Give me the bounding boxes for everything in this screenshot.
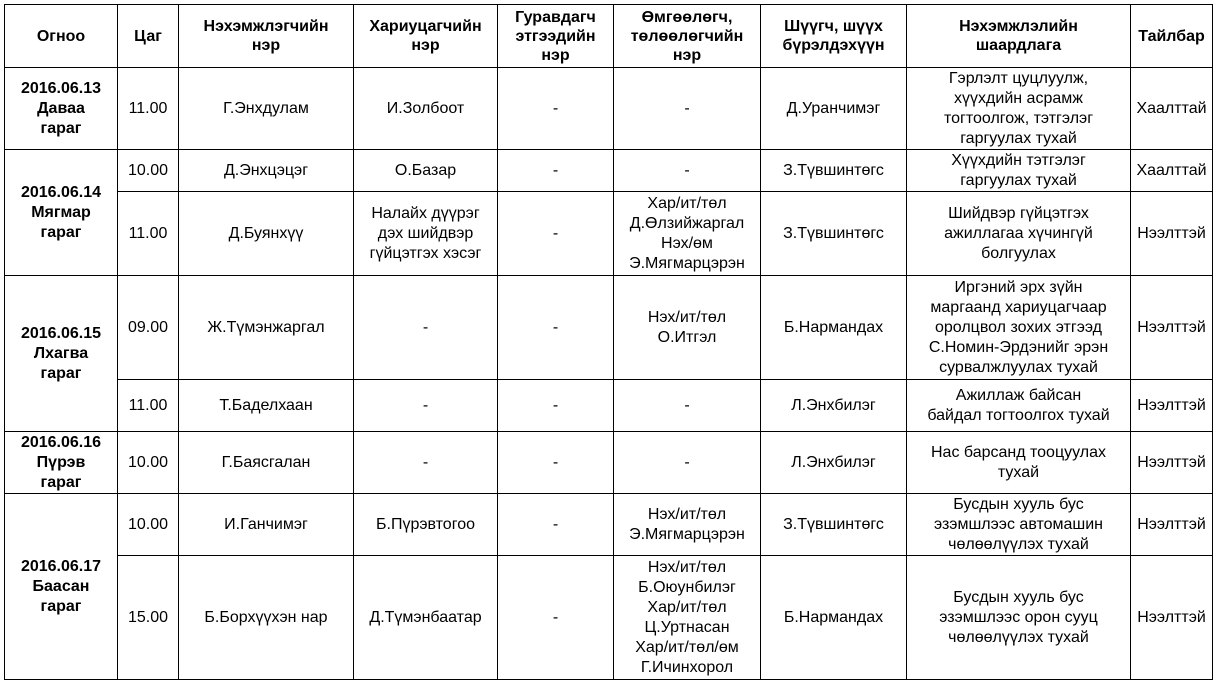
- plaintiff-cell: И.Ганчимэг: [179, 494, 354, 556]
- judge-cell: Б.Нармандах: [761, 276, 907, 380]
- header-judge: Шүүгч, шүүх бүрэлдэхүүн: [761, 5, 907, 68]
- plaintiff-cell: Б.Борхүүхэн нар: [179, 556, 354, 680]
- time-cell: 10.00: [118, 432, 179, 494]
- header-note: Тайлбар: [1131, 5, 1213, 68]
- judge-cell: Б.Нармандах: [761, 556, 907, 680]
- date-cell: 2016.06.16 Пүрэв гараг: [5, 432, 118, 494]
- defendant-cell: Налайх дүүрэг дэх шийдвэр гүйцэтгэх хэсэг: [354, 192, 498, 276]
- claim-cell: Бусдын хууль бус эзэмшлээс орон сууц чөлөөлүүлэх тухай: [907, 556, 1131, 680]
- defendant-cell: -: [354, 380, 498, 432]
- plaintiff-cell: Д.Буянхүү: [179, 192, 354, 276]
- defendant-cell: И.Золбоот: [354, 68, 498, 150]
- judge-cell: Л.Энхбилэг: [761, 432, 907, 494]
- claim-cell: Нас барсанд тооцуулах тухай: [907, 432, 1131, 494]
- third-party-cell: -: [498, 432, 614, 494]
- plaintiff-cell: Д.Энхцэцэг: [179, 150, 354, 192]
- third-party-cell: -: [498, 494, 614, 556]
- advocate-cell: -: [614, 150, 761, 192]
- note-cell: Нээлттэй: [1131, 380, 1213, 432]
- header-defendant: Хариуцагчийн нэр: [354, 5, 498, 68]
- note-cell: Нээлттэй: [1131, 192, 1213, 276]
- note-cell: Хаалттай: [1131, 150, 1213, 192]
- header-advocate: Өмгөөлөгч, төлөөлөгчийн нэр: [614, 5, 761, 68]
- plaintiff-cell: Т.Баделхаан: [179, 380, 354, 432]
- note-cell: Хаалттай: [1131, 68, 1213, 150]
- time-cell: 10.00: [118, 150, 179, 192]
- note-cell: Нээлттэй: [1131, 276, 1213, 380]
- judge-cell: З.Түвшинтөгс: [761, 494, 907, 556]
- time-cell: 09.00: [118, 276, 179, 380]
- table-row: [5, 380, 1213, 432]
- plaintiff-cell: Г.Энхдулам: [179, 68, 354, 150]
- time-cell: 11.00: [118, 68, 179, 150]
- claim-cell: Шийдвэр гүйцэтгэх ажиллагаа хүчингүй болгуулах: [907, 192, 1131, 276]
- note-cell: Нээлттэй: [1131, 494, 1213, 556]
- header-row: [5, 5, 1213, 68]
- defendant-cell: Б.Пүрэвтогоо: [354, 494, 498, 556]
- header-time: Цаг: [118, 5, 179, 68]
- note-cell: Нээлттэй: [1131, 432, 1213, 494]
- defendant-cell: -: [354, 276, 498, 380]
- header-plaintiff: Нэхэмжлэгчийн нэр: [179, 5, 354, 68]
- time-cell: 11.00: [118, 192, 179, 276]
- third-party-cell: -: [498, 150, 614, 192]
- time-cell: 10.00: [118, 494, 179, 556]
- table-row: [5, 192, 1213, 276]
- third-party-cell: -: [498, 68, 614, 150]
- table-row: [5, 556, 1213, 680]
- claim-cell: Ажиллаж байсан байдал тогтоолгох тухай: [907, 380, 1131, 432]
- date-cell: 2016.06.14 Мягмар гараг: [5, 150, 118, 276]
- table-row: [5, 276, 1213, 380]
- date-cell: 2016.06.17 Баасан гараг: [5, 494, 118, 680]
- judge-cell: З.Түвшинтөгс: [761, 192, 907, 276]
- table-row: [5, 432, 1213, 494]
- plaintiff-cell: Г.Баясгалан: [179, 432, 354, 494]
- advocate-cell: -: [614, 68, 761, 150]
- defendant-cell: Д.Түмэнбаатар: [354, 556, 498, 680]
- advocate-cell: Нэх/ит/төл О.Итгэл: [614, 276, 761, 380]
- third-party-cell: -: [498, 380, 614, 432]
- header-third-party: Гуравдагч этгээдийн нэр: [498, 5, 614, 68]
- note-cell: Нээлттэй: [1131, 556, 1213, 680]
- third-party-cell: -: [498, 192, 614, 276]
- judge-cell: З.Түвшинтөгс: [761, 150, 907, 192]
- claim-cell: Гэрлэлт цуцлуулж, хүүхдийн асрамж тогтоолгож, тэтгэлэг гаргуулах тухай: [907, 68, 1131, 150]
- defendant-cell: О.Базар: [354, 150, 498, 192]
- defendant-cell: -: [354, 432, 498, 494]
- date-cell: 2016.06.15 Лхагва гараг: [5, 276, 118, 432]
- table-row: [5, 494, 1213, 556]
- advocate-cell: Нэх/ит/төл Э.Мягмарцэрэн: [614, 494, 761, 556]
- claim-cell: Хүүхдийн тэтгэлэг гаргуулах тухай: [907, 150, 1131, 192]
- claim-cell: Иргэний эрх зүйн маргаанд хариуцагчаар оролцвол зохих этгээд С.Номин-Эрдэнийг эрэн сурвалжлуулах тухай: [907, 276, 1131, 380]
- advocate-cell: Нэх/ит/төл Б.Оюунбилэг Хар/ит/төл Ц.Уртнасан Хар/ит/төл/өм Г.Ичинхорол: [614, 556, 761, 680]
- time-cell: 11.00: [118, 380, 179, 432]
- court-schedule-table: [4, 4, 1213, 680]
- judge-cell: Д.Уранчимэг: [761, 68, 907, 150]
- time-cell: 15.00: [118, 556, 179, 680]
- date-cell: 2016.06.13 Даваа гараг: [5, 68, 118, 150]
- plaintiff-cell: Ж.Түмэнжаргал: [179, 276, 354, 380]
- table-row: [5, 68, 1213, 150]
- header-date: Огноо: [5, 5, 118, 68]
- third-party-cell: -: [498, 276, 614, 380]
- claim-cell: Бусдын хууль бус эзэмшлээс автомашин чөлөөлүүлэх тухай: [907, 494, 1131, 556]
- header-claim: Нэхэмжлэлийн шаардлага: [907, 5, 1131, 68]
- table-row: [5, 150, 1213, 192]
- advocate-cell: -: [614, 432, 761, 494]
- advocate-cell: -: [614, 380, 761, 432]
- advocate-cell: Хар/ит/төл Д.Өлзийжаргал Нэх/өм Э.Мягмарцэрэн: [614, 192, 761, 276]
- third-party-cell: -: [498, 556, 614, 680]
- judge-cell: Л.Энхбилэг: [761, 380, 907, 432]
